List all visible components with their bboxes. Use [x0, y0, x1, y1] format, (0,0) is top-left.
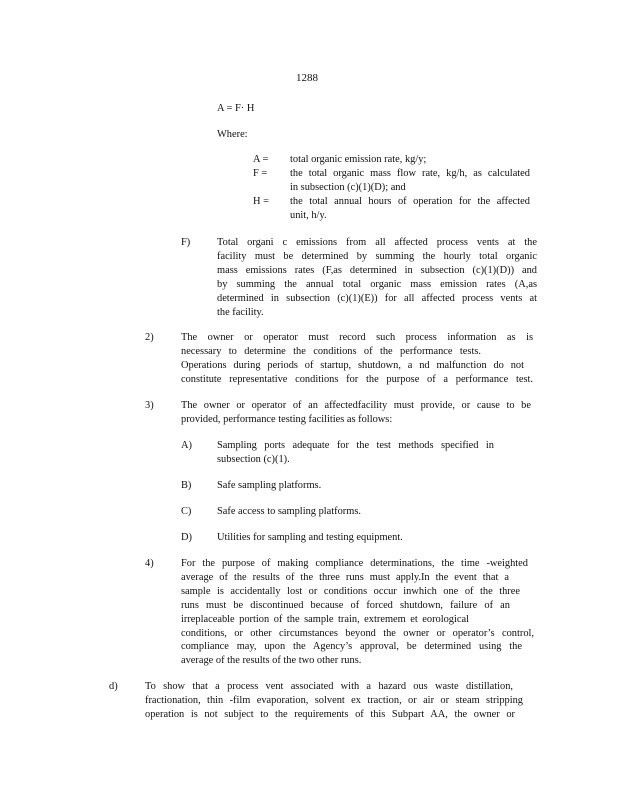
- subitem-c-text: Safe access to sampling platforms.: [217, 506, 361, 517]
- paragraph-line: the facility.: [217, 306, 264, 318]
- paragraph-line: The owner or operator must record such process information as is: [181, 332, 533, 343]
- subitem-d-label: D): [181, 532, 192, 543]
- subitem-a-text: [217, 439, 494, 467]
- paragraph-line: conditions, or other circumstances beyond the owner or operator’s control,: [181, 627, 534, 639]
- definition-text: [290, 195, 530, 223]
- definition-term: F =: [253, 168, 268, 179]
- item-2-text: [181, 331, 533, 387]
- paragraph-line: Total organi c emissions from all affected process vents at the: [217, 237, 537, 248]
- definition-line: unit, h/y.: [290, 209, 327, 221]
- definition-term: A =: [253, 154, 269, 165]
- subitem-c-label: C): [181, 506, 192, 517]
- paragraph-line: sample is accidentally lost or conditions occur inwhich one of the three: [181, 585, 520, 597]
- subitem-b-label: B): [181, 480, 192, 491]
- item-4-text: [181, 557, 534, 668]
- paragraph-line: subsection (c)(1).: [217, 453, 290, 465]
- definition-line: the total annual hours of operation for the affected: [290, 196, 530, 207]
- definition-line: total organic emission rate, kg/y;: [290, 154, 427, 165]
- paragraph-line: facility must be determined by summing the hourly total organic: [217, 250, 537, 262]
- item-2-label: 2): [145, 332, 154, 343]
- item-f-label: F): [181, 237, 191, 248]
- definition-term: H =: [253, 196, 269, 207]
- page-number: 1288: [296, 72, 318, 84]
- paragraph-line: operation is not subject to the requirements of this Subpart AA, the owner or: [145, 708, 515, 720]
- paragraph-line: Operations during periods of startup, shutdown, a nd malfunction do not: [181, 359, 524, 371]
- paragraph-line: The owner or operator of an affectedfacility must provide, or cause to be: [181, 400, 531, 411]
- definition-text: [290, 153, 530, 167]
- paragraph-line: To show that a process vent associated with a hazard ous waste distillation,: [145, 681, 513, 692]
- paragraph-line: fractionation, thin -film evaporation, solvent ex traction, or air or steam stripping: [145, 694, 523, 706]
- item-d-text: [145, 680, 523, 722]
- item-3-text: [181, 399, 531, 427]
- subitem-b-text: Safe sampling platforms.: [217, 480, 322, 491]
- paragraph-line: provided, performance testing facilities as follows:: [181, 413, 393, 425]
- formula: A = F· H: [217, 103, 255, 114]
- definition-line: in subsection (c)(1)(D); and: [290, 181, 406, 193]
- paragraph-line: average of the results of the two other runs.: [181, 655, 362, 667]
- subitem-d-text: Utilities for sampling and testing equipment.: [217, 532, 403, 543]
- paragraph-line: For the purpose of making compliance determinations, the time -weighted: [181, 558, 528, 569]
- paragraph-line: Sampling ports adequate for the test methods specified in: [217, 440, 494, 451]
- item-d-label: d): [109, 681, 118, 692]
- paragraph-line: average of the results of the three runs must apply.In the event that a: [181, 571, 509, 583]
- paragraph-line: constitute representative conditions for the purpose of a performance test.: [181, 373, 533, 385]
- where-label: Where:: [217, 129, 248, 140]
- item-3-label: 3): [145, 400, 154, 411]
- paragraph-line: determined in subsection (c)(1)(E)) for all affected process vents at: [217, 292, 537, 304]
- paragraph-line: compliance may, upon the Agency’s approval, be determined using the: [181, 641, 522, 653]
- paragraph-line: by summing the annual total organic mass emission rates (A,as: [217, 278, 537, 290]
- subitem-a-label: A): [181, 440, 192, 451]
- paragraph-line: irreplaceable portion of the sample train, extremem et eorological: [181, 613, 469, 625]
- paragraph-line: mass emissions rates (F,as determined in subsection (c)(1)(D)) and: [217, 264, 537, 276]
- definition-text: [290, 167, 530, 195]
- item-4-label: 4): [145, 558, 154, 569]
- paragraph-line: necessary to determine the conditions of the performance tests.: [181, 345, 481, 357]
- paragraph-line: runs must be discontinued because of forced shutdown, failure of an: [181, 599, 510, 611]
- definition-line: the total organic mass flow rate, kg/h, as calculated: [290, 168, 530, 179]
- item-f-text: [217, 236, 537, 319]
